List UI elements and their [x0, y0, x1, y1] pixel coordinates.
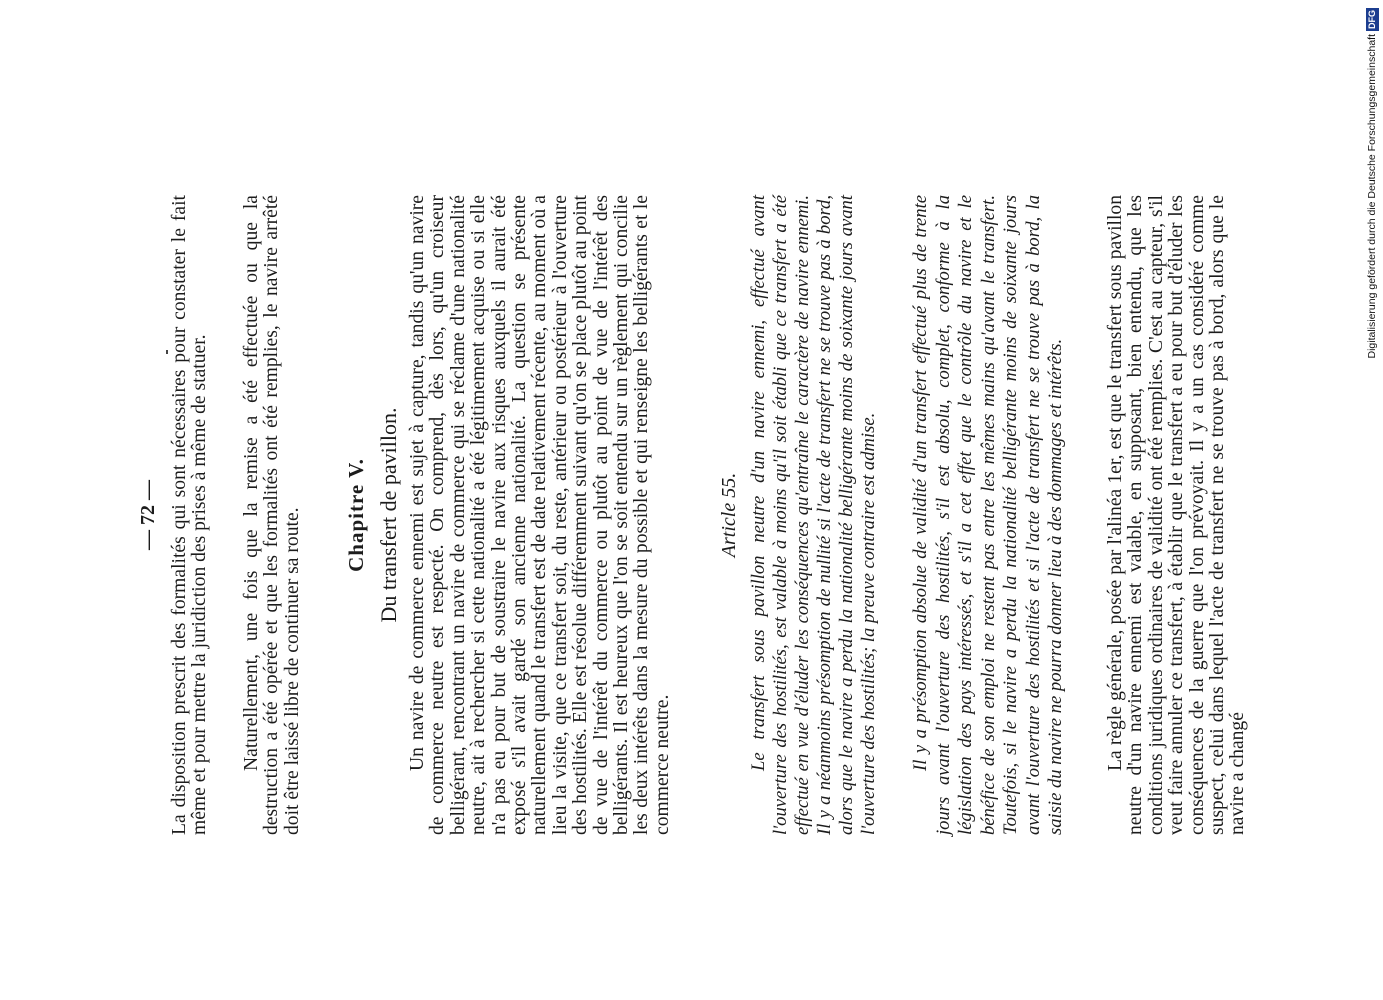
funding-credit-strip [1363, 8, 1381, 392]
paragraph-2: Naturellement, une fois que la remise a été effectuée ou que la destruction a été opérée et que les formalités ont été remplies, le navire arrêté doit être laissé libre de continuer sa route. [241, 195, 303, 835]
article-paragraph-1: Le transfert sous pavillon neutre d'un navire ennemi, effectué avant l'ouverture des hostilités, est valable à moins qu'il soit établi que ce transfert a été effectué en vue d'éluder les conséquences qu'entraîne le caractère de navire ennemi. Il y a néanmoins présomption de nullité si l'acte de transfert ne se trouve pas à bord, alors que le navire a perdu la nationalité belligérante moins de soixante jours avant l'ouverture des hostilités; la preuve contraire est admise. [748, 195, 879, 835]
funding-credit-text: Digitalisierung gefördert durch die Deutsche Forschungsgemeinschaft [1366, 34, 1378, 359]
paragraph-3: Un navire de commerce ennemi est sujet à capture, tandis qu'un navire de commerce neutre est respecté. On comprend, dès lors, qu'un croiseur belligérant, rencontrant un navire de commerce qui se réclame d'une nationalité neutre, ait à rechercher si cette nationalité a été légitimement acquise ou si elle n'a pas eu pour but de soustraire le navire aux risques auxquels il aurait été exposé s'il avait gardé son ancienne nationalité. La question se présente naturellement quand le transfert est de date relativement récente, au moment où a lieu la visite, que ce transfert soit, du reste, antérieur ou postérieur à l'ouverture des hostilités. Elle est résolue différemment suivant qu'on se place plutôt au point de vue de l'intérêt du commerce ou plutôt au point de vue de l'intérêt des belligérants. Il est heureux que l'on se soit entendu sur un règlement qui concilie les deux intérêts dans la mesure du possible et qui renseigne les belligérants et le commerce neutre. [407, 195, 673, 835]
funding-credit [1363, 8, 1381, 392]
chapter-subtitle: Du transfert de pavillon. [376, 407, 401, 623]
paragraph-1: La disposition prescrit des formalités qui sont nécessaires pour constater le fait même et pour mettre la juridiction des prises à même de statuer. [169, 195, 211, 835]
page-number-header: — 72 — [137, 480, 159, 550]
paragraph-6: La règle générale, posée par l'alinéa 1er, est que le transfert sous pavillon neutre d'un navire ennemi est valable, en supposant, bien entendu, que les conditions juridiques ordinaires de validité ont été remplies. C'est au capteur, s'il veut faire annuler ce transfert, à établir que le transfert a eu pour but d'éluder les conséquences de la guerre que l'on prévoyait. Il y a un cas considéré comme suspect, celui dans lequel l'acte de transfert ne se trouve pas à bord, alors que le navire a changé [1105, 195, 1249, 835]
scan-speck [166, 350, 168, 354]
article-title: Article 55. [718, 472, 740, 558]
rotated-text-block [137, 195, 1260, 835]
chapter-title: Chapitre V. [344, 458, 368, 572]
article-paragraph-2: Il y a présomption absolue de validité d'un transfert effectué plus de trente jours avant l'ouverture des hostilités, s'il est absolu, complet, conforme à la législation des pays intéressés, et s'il a cet effet que le contrôle du navire et le bénéfice de son emploi ne restent pas entre les mêmes mains qu'avant le transfert. Toutefois, si le navire a perdu la nationalité belligérante moins de soixante jours avant l'ouverture des hostilités et si l'acte de transfert ne se trouve pas à bord, la saisie du navire ne pourra donner lieu à des dommages et intérêts. [910, 195, 1066, 835]
dfg-logo-icon: DFG [1366, 10, 1377, 29]
